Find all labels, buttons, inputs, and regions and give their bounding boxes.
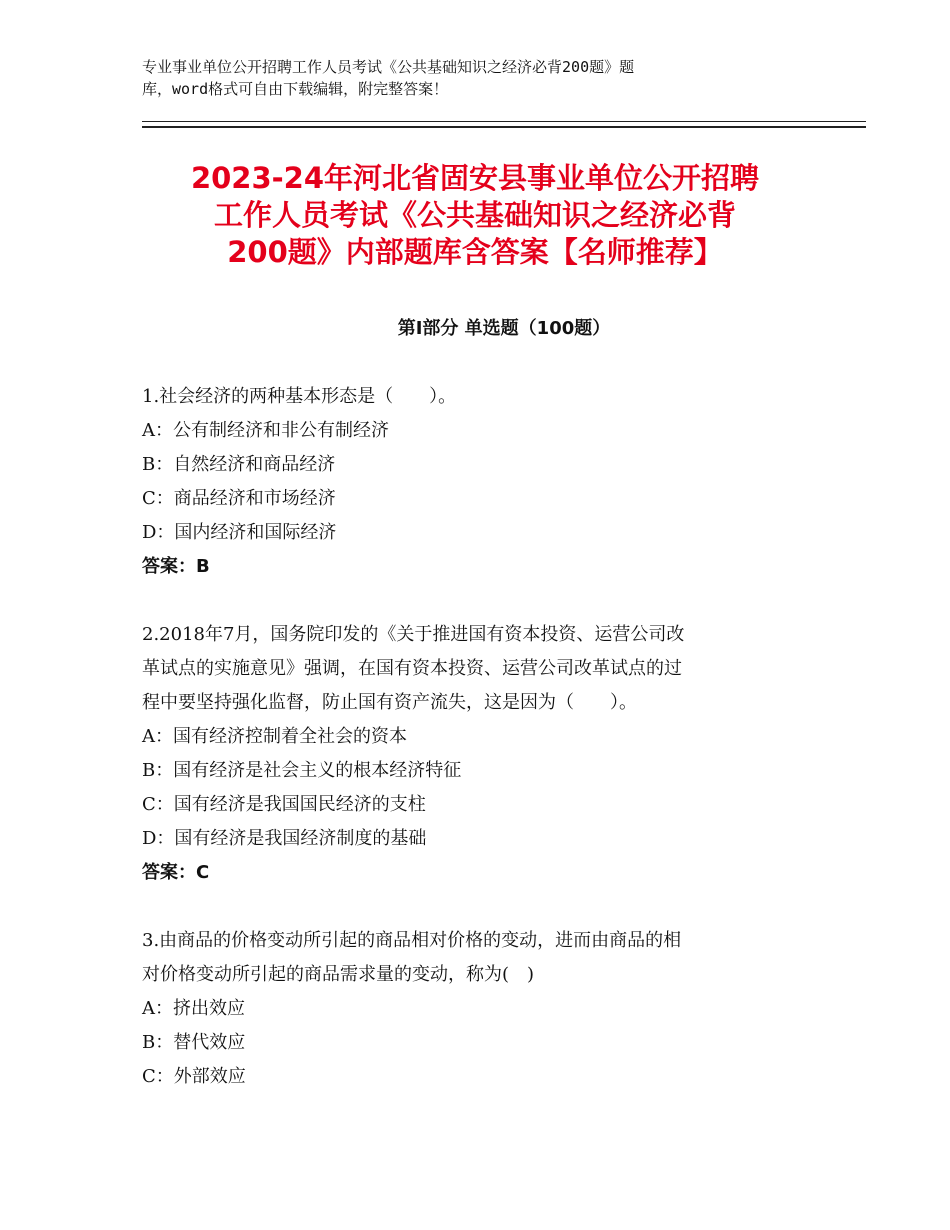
option-c: C：外部效应 xyxy=(142,1066,246,1087)
title-line-2: 工作人员考试《公共基础知识之经济必背 xyxy=(213,198,736,232)
option-a: A：公有制经济和非公有制经济 xyxy=(142,420,389,441)
question-2 xyxy=(142,618,802,890)
option-c: C：商品经济和市场经济 xyxy=(142,488,336,509)
option-b: B：自然经济和商品经济 xyxy=(142,454,336,475)
header-line-2: 库，word格式可自由下载编辑，附完整答案！ xyxy=(142,80,449,98)
header-divider-thick xyxy=(142,126,866,128)
option-b: B：替代效应 xyxy=(142,1032,246,1053)
question-text-line: 对价格变动所引起的商品需求量的变动，称为( ) xyxy=(142,964,535,985)
option-d: D：国内经济和国际经济 xyxy=(142,522,337,543)
question-text-line: 1.社会经济的两种基本形态是（ ）。 xyxy=(142,386,457,407)
question-text-line: 3.由商品的价格变动所引起的商品相对价格的变动，进而由商品的相 xyxy=(142,930,682,951)
option-d: D：国有经济是我国经济制度的基础 xyxy=(142,828,427,849)
question-text-line: 程中要坚持强化监督，防止国有资产流失，这是因为（ ）。 xyxy=(142,692,637,713)
option-c: C：国有经济是我国国民经济的支柱 xyxy=(142,794,426,815)
header-line-1: 专业事业单位公开招聘工作人员考试《公共基础知识之经济必背200题》题 xyxy=(142,58,635,76)
option-a: A：国有经济控制着全社会的资本 xyxy=(142,726,407,747)
answer: 答案：B xyxy=(142,556,210,577)
question-1 xyxy=(142,380,802,584)
section-title: 第Ⅰ部分 单选题（100题） xyxy=(397,318,611,339)
question-3 xyxy=(142,924,802,1094)
document-title xyxy=(130,160,820,271)
title-line-1: 2023-24年河北省固安县事业单位公开招聘 xyxy=(190,161,760,195)
question-list xyxy=(142,380,802,1094)
answer: 答案：C xyxy=(142,862,210,883)
question-text-line: 革试点的实施意见》强调，在国有资本投资、运营公司改革试点的过 xyxy=(142,658,682,679)
option-b: B：国有经济是社会主义的根本经济特征 xyxy=(142,760,462,781)
header-divider-thin xyxy=(142,121,866,122)
document-header xyxy=(142,56,782,100)
option-a: A：挤出效应 xyxy=(142,998,245,1019)
question-text-line: 2.2018年7月，国务院印发的《关于推进国有资本投资、运营公司改 xyxy=(142,624,685,645)
title-line-3: 200题》内部题库含答案【名师推荐】 xyxy=(227,235,723,269)
